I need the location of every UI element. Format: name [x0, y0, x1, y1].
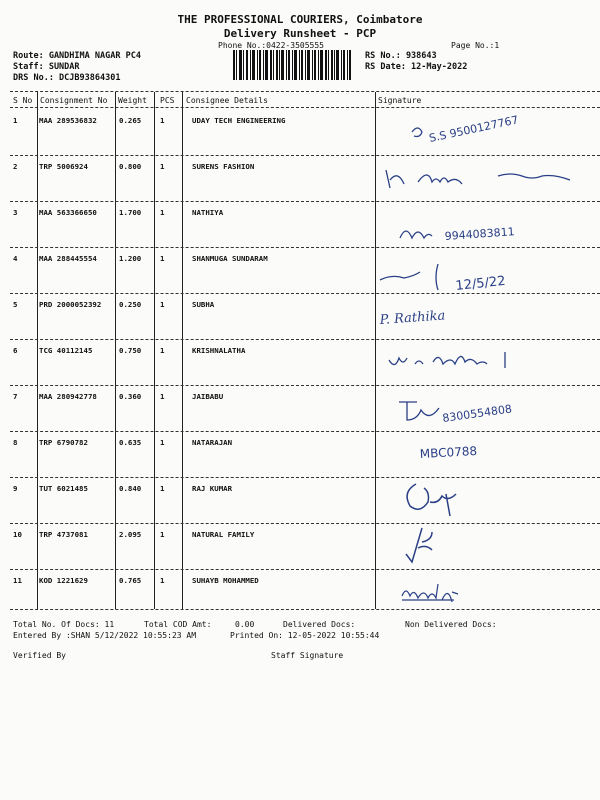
row-1-consignee: UDAY TECH ENGINEERING — [192, 116, 286, 125]
col-header-consignee: Consignee Details — [186, 96, 268, 105]
row-5-pcs: 1 — [160, 300, 165, 309]
row-2-sno: 2 — [13, 162, 18, 171]
col-divider — [375, 92, 376, 609]
row-8-pcs: 1 — [160, 438, 165, 447]
staff-label: Staff: SUNDAR — [13, 62, 80, 72]
non-delivered-docs: Non Delivered Docs: — [405, 620, 497, 629]
entered-by: Entered By :SHAN 5/12/2022 10:55:23 AM — [13, 631, 197, 640]
col-divider — [182, 92, 183, 609]
total-cod-value: 0.00 — [235, 620, 255, 629]
row-2-consignment: TRP 5006924 — [39, 162, 88, 171]
row-11-weight: 0.765 — [119, 576, 142, 585]
row-2-signature — [378, 158, 588, 198]
row-2-pcs: 1 — [160, 162, 165, 171]
delivered-docs: Delivered Docs: — [283, 620, 356, 629]
row-6-pcs: 1 — [160, 346, 165, 355]
row-11-signature — [398, 578, 468, 608]
table-bottom-rule — [10, 609, 600, 610]
page-number: Page No.:1 — [451, 41, 500, 50]
row-4-weight: 1.200 — [119, 254, 142, 263]
row-3-pcs: 1 — [160, 208, 165, 217]
row-9-weight: 0.840 — [119, 484, 142, 493]
svg-text:8300554808: 8300554808 — [441, 402, 513, 425]
row-3-sno: 3 — [13, 208, 18, 217]
col-header-pcs: PCS — [160, 96, 175, 105]
row-10-weight: 2.095 — [119, 530, 142, 539]
row-rule — [10, 569, 600, 570]
row-7-signature — [395, 388, 575, 428]
table-top-rule — [10, 91, 600, 92]
row-2-consignee: SURENS FASHION — [192, 162, 255, 171]
svg-text:MBC0788: MBC0788 — [419, 444, 478, 461]
row-7-consignment: MAA 280942778 — [39, 392, 97, 401]
row-8-sno: 8 — [13, 438, 18, 447]
row-7-pcs: 1 — [160, 392, 165, 401]
row-5-consignment: PRD 2000052392 — [39, 300, 102, 309]
total-docs: Total No. Of Docs: 11 — [13, 620, 115, 629]
row-4-consignee: SHANMUGA SUNDARAM — [192, 254, 268, 263]
row-rule — [10, 155, 600, 156]
row-9-pcs: 1 — [160, 484, 165, 493]
staff-signature: Staff Signature — [271, 651, 344, 660]
row-5-weight: 0.250 — [119, 300, 142, 309]
row-1-weight: 0.265 — [119, 116, 142, 125]
row-3-signature — [395, 220, 545, 250]
row-11-consignment: KOD 1221629 — [39, 576, 88, 585]
row-9-consignee: RAJ KUMAR — [192, 484, 233, 493]
row-3-consignee: NATHIYA — [192, 208, 224, 217]
row-rule — [10, 201, 600, 202]
row-10-pcs: 1 — [160, 530, 165, 539]
row-5-consignee: SUBHA — [192, 300, 215, 309]
barcode — [233, 50, 351, 80]
row-rule — [10, 523, 600, 524]
row-rule — [10, 431, 600, 432]
row-8-weight: 0.635 — [119, 438, 142, 447]
row-9-signature — [400, 474, 480, 518]
row-8-consignee: NATARAJAN — [192, 438, 233, 447]
row-4-signature — [378, 258, 538, 298]
col-header-consignment: Consignment No — [40, 96, 108, 105]
verified-by: Verified By — [13, 651, 66, 660]
svg-text:P. Rathika: P. Rathika — [379, 308, 446, 328]
row-11-pcs: 1 — [160, 576, 165, 585]
row-8-consignment: TRP 6790782 — [39, 438, 88, 447]
runsheet-subtitle: Delivery Runsheet - PCP — [223, 27, 377, 40]
row-6-sno: 6 — [13, 346, 18, 355]
phone-number: Phone No.:0422-3505555 — [218, 41, 324, 50]
row-4-sno: 4 — [13, 254, 18, 263]
row-6-signature — [385, 346, 535, 376]
row-6-weight: 0.750 — [119, 346, 142, 355]
row-1-signature — [400, 112, 520, 152]
svg-text:12/5/22: 12/5/22 — [454, 273, 507, 294]
drs-number: DRS No.: DCJB93864301 — [13, 73, 121, 83]
row-10-signature — [398, 524, 458, 568]
col-header-weight: Weight — [118, 96, 147, 105]
col-header-sno: S No — [13, 96, 33, 105]
row-8-signature — [418, 438, 528, 468]
header-rule — [10, 107, 600, 108]
row-6-consignment: TCG 40112145 — [39, 346, 93, 355]
row-1-consignment: MAA 289536832 — [39, 116, 97, 125]
row-11-sno: 11 — [13, 576, 22, 585]
svg-text:S.S 9500127767: S.S 9500127767 — [427, 113, 520, 145]
row-rule — [10, 339, 600, 340]
row-9-consignment: TUT 6021485 — [39, 484, 88, 493]
row-2-weight: 0.800 — [119, 162, 142, 171]
col-divider — [115, 92, 116, 609]
rs-date: RS Date: 12-May-2022 — [365, 62, 468, 72]
company-title: THE PROFESSIONAL COURIERS, Coimbatore — [177, 13, 423, 26]
row-6-consignee: KRISHNALATHA — [192, 346, 246, 355]
row-rule — [10, 477, 600, 478]
row-5-sno: 5 — [13, 300, 18, 309]
row-7-weight: 0.360 — [119, 392, 142, 401]
row-3-weight: 1.700 — [119, 208, 142, 217]
total-cod-label: Total COD Amt: — [144, 620, 212, 629]
row-4-consignment: MAA 288445554 — [39, 254, 97, 263]
row-3-consignment: MAA 563366650 — [39, 208, 97, 217]
col-header-signature: Signature — [378, 96, 422, 105]
row-10-sno: 10 — [13, 530, 22, 539]
row-11-consignee: SUHAYB MOHAMMED — [192, 576, 259, 585]
row-10-consignment: TRP 4737081 — [39, 530, 88, 539]
row-5-signature — [378, 302, 508, 336]
col-divider — [37, 92, 38, 609]
route-label: Route: GANDHIMA NAGAR PC4 — [13, 51, 141, 61]
row-9-sno: 9 — [13, 484, 18, 493]
row-1-sno: 1 — [13, 116, 18, 125]
row-7-sno: 7 — [13, 392, 18, 401]
row-1-pcs: 1 — [160, 116, 165, 125]
row-10-consignee: NATURAL FAMILY — [192, 530, 255, 539]
rs-number: RS No.: 938643 — [365, 51, 437, 61]
row-4-pcs: 1 — [160, 254, 165, 263]
printed-on: Printed On: 12-05-2022 10:55:44 — [230, 631, 380, 640]
row-rule — [10, 385, 600, 386]
col-divider — [154, 92, 155, 609]
svg-text:9944083811: 9944083811 — [444, 225, 516, 243]
row-7-consignee: JAIBABU — [192, 392, 224, 401]
